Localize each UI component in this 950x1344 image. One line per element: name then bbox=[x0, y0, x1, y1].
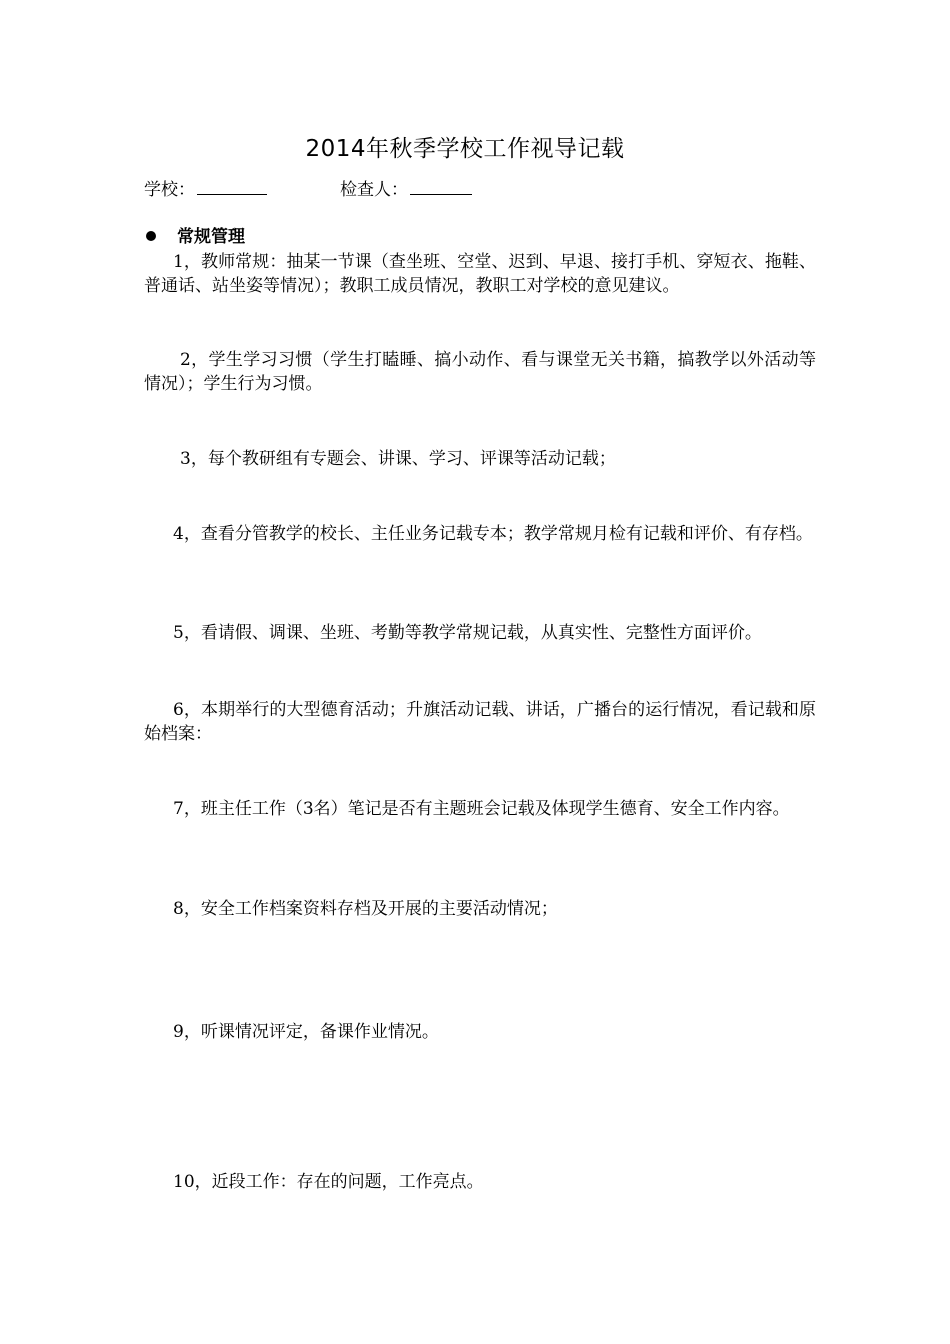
school-field bbox=[144, 176, 267, 202]
list-item-2: 2，学生学习习惯（学生打瞌睡、搞小动作、看与课堂无关书籍，搞教学以外活动等情况）；学生行为习惯。 bbox=[144, 350, 816, 394]
list-item-7: 7，班主任工作（3名）笔记是否有主题班会记载及体现学生德育、安全工作内容。 bbox=[173, 799, 790, 819]
section-title: 常规管理 bbox=[177, 227, 245, 247]
list-item-8: 8，安全工作档案资料存档及开展的主要活动情况； bbox=[173, 899, 558, 919]
document-title: 2014年秋季学校工作视导记载 bbox=[305, 136, 625, 162]
inspector-blank bbox=[410, 176, 472, 195]
section-heading bbox=[146, 225, 245, 249]
list-item-6: 6，本期举行的大型德育活动；升旗活动记载、讲话，广播台的运行情况，看记载和原始档案： bbox=[144, 700, 816, 744]
list-item-5: 5，看请假、调课、坐班、考勤等教学常规记载，从真实性、完整性方面评价。 bbox=[173, 623, 762, 643]
school-blank bbox=[197, 176, 267, 195]
inspector-field bbox=[340, 176, 472, 202]
list-item-9: 9，听课情况评定，备课作业情况。 bbox=[173, 1022, 439, 1042]
school-label: 学校： bbox=[144, 180, 195, 200]
list-item-1: 1，教师常规：抽某一节课（查坐班、空堂、迟到、早退、接打手机、穿短衣、拖鞋、普通话、站坐姿等情况）；教职工成员情况，教职工对学校的意见建议。 bbox=[144, 252, 816, 296]
list-item-10: 10，近段工作：存在的问题，工作亮点。 bbox=[173, 1172, 484, 1192]
bullet-icon bbox=[146, 231, 156, 241]
list-item-4: 4，查看分管教学的校长、主任业务记载专本；教学常规月检有记载和评价、有存档。 bbox=[173, 524, 813, 544]
inspector-label: 检查人： bbox=[340, 180, 408, 200]
list-item-3: 3，每个教研组有专题会、讲课、学习、评课等活动记载； bbox=[180, 449, 616, 469]
